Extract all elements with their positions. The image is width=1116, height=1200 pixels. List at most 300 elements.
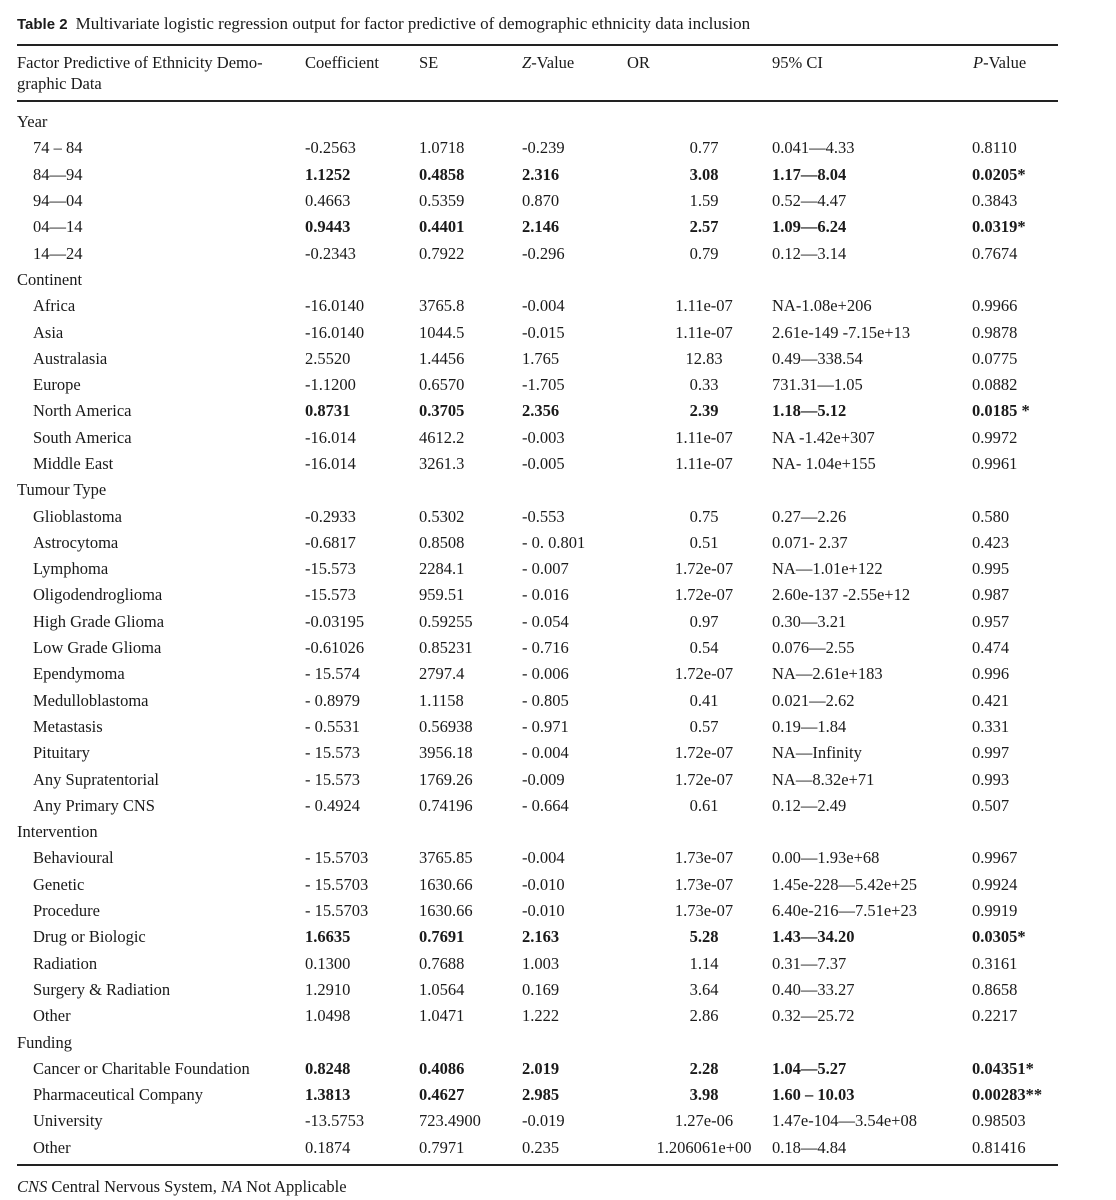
cell-factor: 04—14 [33,217,83,237]
cell-se: 0.7688 [419,953,465,973]
header-rule [17,100,1058,102]
cell-or: 0.57 [689,716,719,736]
cell-pvalue: 0.9961 [972,454,1018,473]
cell-zvalue: 2.146 [522,217,560,237]
table-row [17,714,1058,740]
cell-zvalue: 0.235 [522,1137,560,1157]
cell-coefficient: -16.014 [305,454,356,473]
group-row [17,109,1058,135]
cell-or: 3.98 [689,1085,719,1105]
cell-se: 0.7691 [419,927,465,947]
table-row [17,556,1058,582]
group-row [17,819,1058,845]
cell-pvalue: 0.9967 [972,848,1018,868]
cell-zvalue: -0.239 [522,138,565,158]
table-row [17,1082,1058,1108]
cell-factor: Oligodendroglioma [33,585,163,605]
cell-se: 0.4086 [419,1058,465,1078]
cell-se: 1630.66 [419,901,473,921]
header-coefficient: Coefficient [305,53,379,72]
cell-se: 3261.3 [419,454,465,473]
cell-pvalue: 0.0305* [972,927,1026,947]
header-factor-line1: Factor Predictive of Ethnicity Demo- [17,53,263,72]
cell-coefficient: - 0.8979 [305,690,360,710]
cell-or: 3.64 [689,979,719,999]
cell-coefficient: - 15.5703 [305,874,369,894]
cell-zvalue: 2.019 [522,1058,560,1078]
footnote-text-na: Not Applicable [242,1177,347,1196]
cell-factor: Lymphoma [33,559,109,579]
cell-factor: 94—04 [33,191,83,211]
cell-se: 1.0471 [419,1006,465,1026]
cell-factor: 84—94 [33,164,83,184]
cell-ci: 0.00—1.93e+68 [772,848,880,868]
cell-zvalue: - 0. 0.801 [522,532,586,552]
table-row [17,740,1058,766]
footnote-text-cns: Central Nervous System, [47,1177,221,1196]
cell-pvalue: 0.997 [972,743,1010,763]
cell-factor: Any Supratentorial [33,769,160,789]
cell-ci: 0.19—1.84 [772,716,847,736]
cell-se: 0.5359 [419,191,465,211]
cell-or: 1.72e-07 [674,559,734,579]
cell-zvalue: -0.553 [522,506,565,526]
cell-or: 0.77 [689,138,719,158]
cell-coefficient: 0.4663 [305,191,351,211]
cell-or: 0.61 [689,795,719,815]
cell-ci: 1.43—34.20 [772,927,855,947]
cell-pvalue: 0.8110 [972,138,1017,158]
cell-ci: 1.04—5.27 [772,1058,847,1078]
cell-or: 0.97 [689,611,719,631]
cell-ci: 731.31—1.05 [772,375,863,395]
cell-coefficient: 2.5520 [305,348,351,368]
cell-se: 2797.4 [419,664,465,684]
cell-se: 1.1158 [419,690,464,710]
cell-factor: Middle East [33,454,114,473]
cell-ci: NA-1.08e+206 [772,296,872,316]
cell-ci: 0.49—338.54 [772,348,863,368]
cell-zvalue: - 0.805 [522,690,569,710]
cell-coefficient: 1.2910 [305,979,351,999]
cell-coefficient: -0.6817 [305,532,356,552]
cell-ci: 0.021—2.62 [772,690,855,710]
group-label: Year [17,112,48,132]
cell-ci: 1.45e-228—5.42e+25 [772,874,917,894]
cell-zvalue: -0.005 [522,454,565,473]
header-ci: 95% CI [772,53,823,72]
cell-factor: Ependymoma [33,664,125,684]
cell-pvalue: 0.9966 [972,296,1018,316]
cell-se: 0.3705 [419,401,465,421]
cell-coefficient: -0.2343 [305,243,356,263]
cell-pvalue: 0.7674 [972,243,1018,263]
cell-coefficient: -1.1200 [305,375,356,395]
group-row [17,267,1058,293]
cell-coefficient: - 15.5703 [305,848,369,868]
cell-se: 1.0564 [419,979,465,999]
cell-or: 0.75 [689,506,719,526]
cell-pvalue: 0.3843 [972,191,1018,211]
cell-pvalue: 0.9972 [972,427,1018,447]
header-or: OR [627,53,650,72]
cell-se: 0.4401 [419,217,465,237]
cell-or: 2.86 [689,1006,719,1026]
cell-se: 3765.85 [419,848,473,868]
header-pvalue [973,52,1026,73]
cell-pvalue: 0.423 [972,532,1010,552]
cell-ci: 1.17—8.04 [772,164,847,184]
cell-ci: NA—Infinity [772,743,862,763]
cell-se: 0.5302 [419,506,465,526]
cell-zvalue: -0.010 [522,874,565,894]
cell-se: 0.4627 [419,1085,465,1105]
cell-zvalue: - 0.971 [522,716,569,736]
cell-or: 2.28 [689,1058,719,1078]
table-row [17,924,1058,950]
cell-or: 0.51 [689,532,719,552]
header-zvalue-rest: -Value [531,53,575,72]
cell-pvalue: 0.2217 [972,1006,1018,1026]
cell-se: 959.51 [419,585,465,605]
cell-coefficient: - 15.574 [305,664,360,684]
cell-factor: 14—24 [33,243,83,263]
header-pvalue-p: P [973,53,984,72]
cell-zvalue: 1.765 [522,348,560,368]
cell-pvalue: 0.474 [972,638,1010,658]
header-factor-line2: graphic Data [17,74,102,93]
cell-zvalue: -0.296 [522,243,565,263]
table-row [17,793,1058,819]
cell-coefficient: - 15.573 [305,769,360,789]
table-row [17,766,1058,792]
cell-se: 3956.18 [419,743,473,763]
table-row [17,977,1058,1003]
cell-or: 0.41 [689,690,719,710]
table-row [17,898,1058,924]
cell-pvalue: 0.957 [972,611,1010,631]
table-row [17,872,1058,898]
table-row [17,951,1058,977]
cell-coefficient: 1.1252 [305,164,351,184]
cell-pvalue: 0.0205* [972,164,1026,184]
table-row [17,582,1058,608]
cell-zvalue: - 0.716 [522,638,569,658]
cell-or: 1.72e-07 [674,769,734,789]
cell-zvalue: 2.316 [522,164,560,184]
cell-or: 1.72e-07 [674,585,734,605]
cell-se: 4612.2 [419,427,465,447]
cell-zvalue: -0.015 [522,322,565,342]
cell-factor: Glioblastoma [33,506,122,526]
cell-pvalue: 0.98503 [972,1111,1026,1131]
cell-or: 2.57 [689,217,719,237]
cell-se: 0.59255 [419,611,473,631]
cell-coefficient: -16.014 [305,427,356,447]
group-label: Tumour Type [17,480,107,500]
group-label: Continent [17,269,83,289]
cell-coefficient: 1.0498 [305,1006,351,1026]
cell-se: 723.4900 [419,1111,481,1131]
cell-ci: NA—8.32e+71 [772,769,875,789]
cell-pvalue: 0.9919 [972,901,1018,921]
cell-factor: Cancer or Charitable Foundation [33,1058,250,1078]
cell-ci: NA—2.61e+183 [772,664,883,684]
cell-factor: Surgery & Radiation [33,979,171,999]
cell-ci: 0.52—4.47 [772,191,847,211]
table-row [17,1135,1058,1161]
cell-factor: North America [33,401,132,421]
cell-or: 1.206061e+00 [656,1137,752,1157]
cell-coefficient: 0.1874 [305,1137,351,1157]
cell-or: 5.28 [689,927,719,947]
cell-factor: Europe [33,375,81,395]
header-factor [17,52,292,94]
cell-factor: Procedure [33,901,100,921]
cell-or: 1.27e-06 [674,1111,734,1131]
cell-coefficient: -0.2563 [305,138,356,158]
cell-se: 0.6570 [419,375,465,395]
cell-zvalue: -0.003 [522,427,565,447]
table-row [17,398,1058,424]
top-rule [17,44,1058,46]
cell-ci: 0.30—3.21 [772,611,847,631]
cell-ci: 0.40—33.27 [772,979,855,999]
cell-pvalue: 0.987 [972,585,1010,605]
table-row [17,188,1058,214]
table-row [17,661,1058,687]
cell-factor: Other [33,1006,71,1026]
table-row [17,162,1058,188]
cell-se: 0.8508 [419,532,465,552]
table-row [17,240,1058,266]
cell-ci: 2.60e-137 -2.55e+12 [772,585,911,605]
cell-zvalue: - 0.004 [522,743,569,763]
cell-se: 3765.8 [419,296,465,316]
cell-ci: 1.09—6.24 [772,217,847,237]
cell-ci: NA- 1.04e+155 [772,454,876,473]
cell-factor: Behavioural [33,848,114,868]
cell-factor: Africa [33,296,76,316]
cell-factor: Pituitary [33,743,90,763]
cell-ci: 0.18—4.84 [772,1137,847,1157]
cell-or: 0.33 [689,375,719,395]
cell-coefficient: 0.1300 [305,953,351,973]
cell-or: 1.73e-07 [674,901,734,921]
cell-pvalue: 0.507 [972,795,1010,815]
cell-zvalue: -0.004 [522,848,565,868]
cell-pvalue: 0.331 [972,716,1010,736]
table-row [17,214,1058,240]
cell-coefficient: -0.03195 [305,611,365,631]
cell-se: 0.74196 [419,795,473,815]
table-row [17,293,1058,319]
cell-ci: 0.071- 2.37 [772,532,848,552]
cell-factor: Asia [33,322,64,342]
cell-coefficient: 1.3813 [305,1085,351,1105]
cell-factor: Pharmaceutical Company [33,1085,203,1105]
cell-factor: South America [33,427,132,447]
cell-ci: 0.041—4.33 [772,138,855,158]
cell-ci: 0.27—2.26 [772,506,847,526]
footnote-abbr-na: NA [220,1177,243,1196]
cell-ci: 1.60 – 10.03 [772,1085,855,1105]
cell-pvalue: 0.0319* [972,217,1026,237]
table-row [17,346,1058,372]
cell-zvalue: 0.870 [522,191,560,211]
cell-zvalue: 1.003 [522,953,560,973]
cell-ci: 1.47e-104—3.54e+08 [772,1111,917,1131]
table-label: Table 2 [17,16,68,33]
cell-factor: High Grade Glioma [33,611,165,631]
cell-ci: NA—1.01e+122 [772,559,883,579]
cell-zvalue: - 0.016 [522,585,569,605]
cell-coefficient: 0.8248 [305,1058,351,1078]
cell-coefficient: -15.573 [305,559,356,579]
table-title: Multivariate logistic regression output for factor predictive of demographic ethnicity data inclusion [75,14,751,33]
cell-coefficient: - 15.573 [305,743,360,763]
table-row [17,1003,1058,1029]
bottom-rule [17,1164,1058,1166]
cell-zvalue: -0.009 [522,769,565,789]
cell-factor: University [33,1111,103,1131]
cell-factor: 74 – 84 [33,138,83,158]
cell-se: 1044.5 [419,322,465,342]
table-row [17,1108,1058,1134]
table-row [17,425,1058,451]
cell-or: 3.08 [689,164,719,184]
header-zvalue [522,52,574,73]
cell-ci: 2.61e-149 -7.15e+13 [772,322,911,342]
cell-factor: Metastasis [33,716,103,736]
cell-ci: 1.18—5.12 [772,401,847,421]
cell-zvalue: - 0.007 [522,559,569,579]
cell-se: 0.7922 [419,243,465,263]
header-pvalue-rest: -Value [983,53,1027,72]
header-zvalue-z: Z [522,53,532,72]
cell-zvalue: 0.169 [522,979,560,999]
cell-zvalue: -0.004 [522,296,565,316]
cell-or: 1.11e-07 [675,296,733,316]
cell-or: 1.11e-07 [675,427,733,447]
cell-pvalue: 0.8658 [972,979,1018,999]
cell-coefficient: -13.5753 [305,1111,365,1131]
cell-factor: Any Primary CNS [33,795,155,815]
cell-pvalue: 0.580 [972,506,1010,526]
cell-or: 0.79 [689,243,719,263]
cell-pvalue: 0.9924 [972,874,1018,894]
cell-pvalue: 0.9878 [972,322,1018,342]
cell-zvalue: 1.222 [522,1006,560,1026]
cell-se: 1.4456 [419,348,465,368]
cell-or: 1.72e-07 [674,664,734,684]
cell-coefficient: - 0.4924 [305,795,360,815]
cell-pvalue: 0.3161 [972,953,1018,973]
cell-se: 1769.26 [419,769,473,789]
cell-factor: Australasia [33,348,108,368]
group-row [17,477,1058,503]
cell-factor: Other [33,1137,71,1157]
table-row [17,635,1058,661]
cell-se: 1.0718 [419,138,465,158]
cell-ci: NA -1.42e+307 [772,427,875,447]
cell-factor: Radiation [33,953,98,973]
cell-ci: 6.40e-216—7.51e+23 [772,901,917,921]
cell-coefficient: 0.8731 [305,401,351,421]
cell-factor: Astrocytoma [33,532,119,552]
cell-zvalue: - 0.006 [522,664,569,684]
cell-or: 1.11e-07 [675,454,733,473]
header-se: SE [419,53,439,72]
cell-coefficient: -16.0140 [305,296,365,316]
cell-coefficient: -0.2933 [305,506,356,526]
cell-zvalue: -0.010 [522,901,565,921]
cell-se: 0.56938 [419,716,473,736]
cell-factor: Genetic [33,874,85,894]
cell-se: 0.7971 [419,1137,465,1157]
table-row [17,530,1058,556]
cell-zvalue: - 0.054 [522,611,569,631]
cell-coefficient: 1.6635 [305,927,351,947]
cell-coefficient: - 0.5531 [305,716,360,736]
table-caption [17,14,750,34]
cell-se: 1630.66 [419,874,473,894]
cell-zvalue: - 0.664 [522,795,569,815]
table-body [17,109,1058,1161]
cell-pvalue: 0.04351* [972,1058,1034,1078]
cell-ci: 0.12—2.49 [772,795,847,815]
cell-coefficient: -16.0140 [305,322,365,342]
cell-pvalue: 0.0185 * [972,401,1030,421]
group-label: Intervention [17,822,98,842]
cell-pvalue: 0.81416 [972,1137,1026,1157]
cell-pvalue: 0.421 [972,690,1010,710]
cell-pvalue: 0.993 [972,769,1010,789]
footnote-abbr-cns: CNS [17,1177,48,1196]
cell-pvalue: 0.996 [972,664,1010,684]
cell-factor: Drug or Biologic [33,927,146,947]
table-row [17,372,1058,398]
cell-pvalue: 0.995 [972,559,1010,579]
table-row [17,1056,1058,1082]
cell-coefficient: -15.573 [305,585,356,605]
group-row [17,1029,1058,1055]
cell-se: 0.4858 [419,164,465,184]
table-row [17,688,1058,714]
cell-or: 2.39 [689,401,719,421]
cell-zvalue: 2.356 [522,401,560,421]
cell-or: 1.14 [689,953,719,973]
cell-ci: 0.12—3.14 [772,243,847,263]
cell-se: 0.85231 [419,638,473,658]
cell-or: 1.72e-07 [674,743,734,763]
cell-se: 2284.1 [419,559,465,579]
table-footnote [17,1177,347,1197]
table-row [17,135,1058,161]
cell-or: 1.11e-07 [675,322,733,342]
cell-factor: Medulloblastoma [33,690,149,710]
table-row [17,319,1058,345]
cell-or: 0.54 [689,638,719,658]
cell-pvalue: 0.0775 [972,348,1018,368]
cell-zvalue: -0.019 [522,1111,565,1131]
cell-factor: Low Grade Glioma [33,638,162,658]
cell-zvalue: 2.163 [522,927,560,947]
cell-pvalue: 0.00283** [972,1085,1043,1105]
cell-ci: 0.31—7.37 [772,953,847,973]
cell-coefficient: 0.9443 [305,217,351,237]
cell-or: 1.73e-07 [674,848,734,868]
